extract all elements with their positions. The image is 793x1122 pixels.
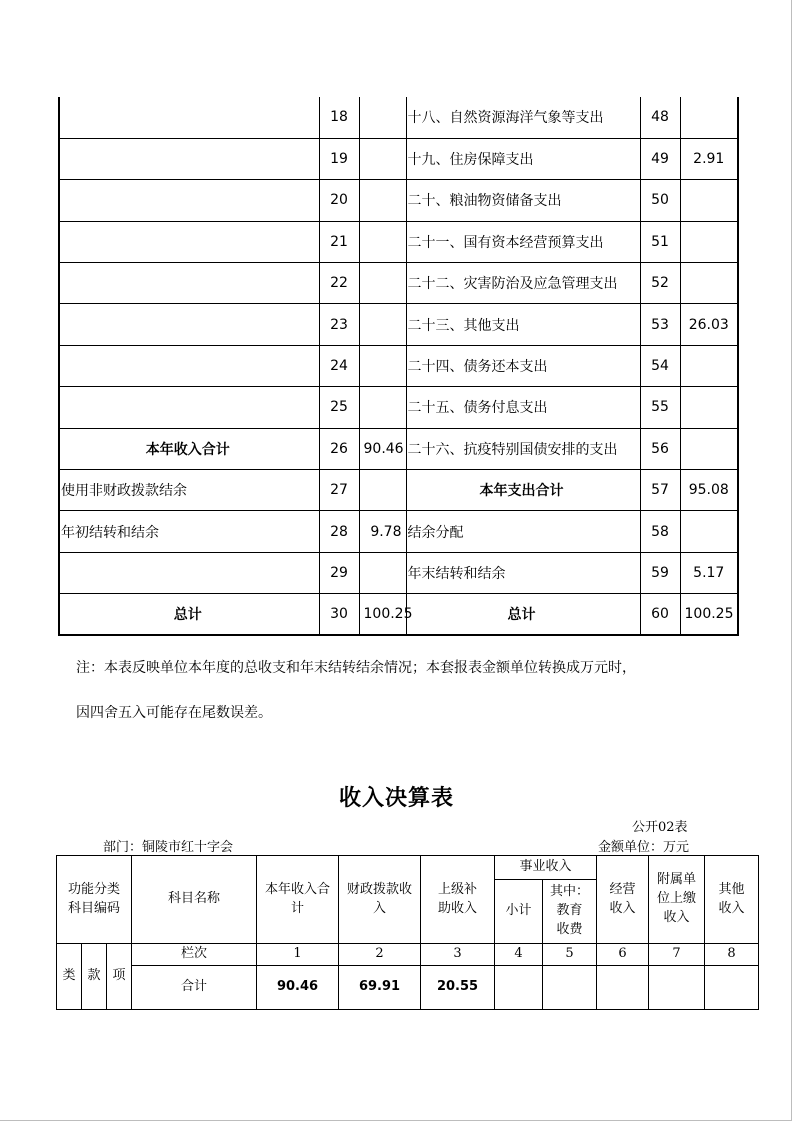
expense-line-number: 60 [640, 594, 680, 635]
expense-line-number: 50 [640, 180, 680, 221]
table-row [59, 594, 738, 635]
table-row [59, 221, 738, 262]
income-amount: 90.46 [359, 428, 406, 469]
header-business-income-text: 事业收入 [519, 859, 572, 875]
income-item: 年初结转和结余 [59, 511, 319, 552]
column-label-text: 栏次 [181, 946, 208, 962]
income-item: 总计 [59, 594, 319, 635]
subtotal-value [495, 966, 543, 1010]
expense-item: 二十四、债务还本支出 [406, 345, 640, 386]
income-item: 本年收入合计 [59, 428, 319, 469]
expense-line-number: 52 [640, 263, 680, 304]
header-kuan-text: 款 [87, 968, 101, 984]
table-row [59, 263, 738, 304]
table-note-line-1: 注：本表反映单位本年度的总收支和年末结转结余情况；本套报表金额单位转换成万元时， [76, 660, 636, 676]
income-line-number: 30 [319, 594, 359, 635]
income-line-number: 21 [319, 221, 359, 262]
header-superior [421, 856, 495, 944]
income-item [59, 221, 319, 262]
expense-line-number: 59 [640, 552, 680, 593]
expense-item: 二十一、国有资本经营预算支出 [406, 221, 640, 262]
table-row [59, 428, 738, 469]
income-amount [359, 304, 406, 345]
table-row [59, 180, 738, 221]
income-expense-summary-table [58, 97, 739, 636]
income-item [59, 138, 319, 179]
table-row [59, 552, 738, 593]
total-income-value: 90.46 [257, 966, 339, 1010]
expense-line-number: 56 [640, 428, 680, 469]
expense-amount [680, 263, 738, 304]
income-amount [359, 552, 406, 593]
income-statement-table [56, 855, 759, 1010]
income-amount: 100.25 [359, 594, 406, 635]
expense-item: 本年支出合计 [406, 470, 640, 511]
income-line-number: 19 [319, 138, 359, 179]
expense-item: 总计 [406, 594, 640, 635]
expense-amount [680, 180, 738, 221]
header-other-text: 其他 收入 [718, 881, 745, 916]
expense-item: 结余分配 [406, 511, 640, 552]
header-func-code [57, 856, 132, 944]
operating-value [597, 966, 649, 1010]
table-row [59, 511, 738, 552]
income-amount [359, 221, 406, 262]
expense-amount: 95.08 [680, 470, 738, 511]
expense-item: 二十二、灾害防治及应急管理支出 [406, 263, 640, 304]
income-amount [359, 387, 406, 428]
header-kuan [82, 944, 107, 1010]
income-item [59, 97, 319, 138]
column-number: 4 [495, 944, 543, 966]
expense-item: 二十三、其他支出 [406, 304, 640, 345]
header-education [543, 880, 597, 944]
income-item [59, 387, 319, 428]
income-item [59, 180, 319, 221]
expense-item: 二十六、抗疫特别国债安排的支出 [406, 428, 640, 469]
income-amount [359, 180, 406, 221]
income-line-number: 20 [319, 180, 359, 221]
column-number: 2 [339, 944, 421, 966]
expense-line-number: 49 [640, 138, 680, 179]
header-affiliated-text: 附属单 位上缴 收入 [657, 872, 697, 925]
expense-amount [680, 387, 738, 428]
header-education-text: 其中： 教育 收费 [550, 884, 590, 937]
income-line-number: 28 [319, 511, 359, 552]
header-other [705, 856, 759, 944]
other-value [705, 966, 759, 1010]
expense-item: 二十、粮油物资储备支出 [406, 180, 640, 221]
expense-item: 二十五、债务付息支出 [406, 387, 640, 428]
expense-line-number: 57 [640, 470, 680, 511]
header-business-income [495, 856, 597, 880]
total-row-label: 合计 [132, 966, 257, 1010]
expense-line-number: 53 [640, 304, 680, 345]
expense-line-number: 48 [640, 97, 680, 138]
expense-amount [680, 428, 738, 469]
table-row [59, 97, 738, 138]
expense-amount: 26.03 [680, 304, 738, 345]
expense-amount: 5.17 [680, 552, 738, 593]
expense-item: 年末结转和结余 [406, 552, 640, 593]
column-number: 7 [649, 944, 705, 966]
header-fiscal-text: 财政拨款收 入 [347, 881, 413, 916]
income-table-title: 收入决算表 [338, 786, 454, 811]
table-row [59, 387, 738, 428]
form-code: 公开02表 [632, 820, 688, 835]
expense-item: 十九、住房保障支出 [406, 138, 640, 179]
expense-amount [680, 345, 738, 386]
header-affiliated [649, 856, 705, 944]
header-lei-text: 类 [62, 968, 76, 984]
income-line-number: 24 [319, 345, 359, 386]
expense-line-number: 55 [640, 387, 680, 428]
table-row [59, 345, 738, 386]
department-label: 部门：铜陵市红十字会 [103, 840, 234, 855]
header-superior-text: 上级补 助收入 [438, 881, 478, 916]
expense-amount [680, 221, 738, 262]
fiscal-value: 69.91 [339, 966, 421, 1010]
income-line-number: 29 [319, 552, 359, 593]
income-amount: 9.78 [359, 511, 406, 552]
amount-unit-label: 金额单位：万元 [598, 840, 690, 855]
header-func-code-text: 功能分类 科目编码 [68, 881, 121, 916]
income-line-number: 18 [319, 97, 359, 138]
expense-line-number: 54 [640, 345, 680, 386]
education-value [543, 966, 597, 1010]
header-operating-text: 经营 收入 [609, 881, 636, 916]
expense-amount: 100.25 [680, 594, 738, 635]
table-row [59, 470, 738, 511]
expense-line-number: 58 [640, 511, 680, 552]
income-amount [359, 470, 406, 511]
income-line-number: 22 [319, 263, 359, 304]
column-number: 8 [705, 944, 759, 966]
income-line-number: 23 [319, 304, 359, 345]
table-row [59, 304, 738, 345]
expense-amount: 2.91 [680, 138, 738, 179]
header-subject-name-text: 科目名称 [168, 891, 221, 907]
header-total-income-text: 本年收入合 计 [265, 881, 331, 916]
expense-line-number: 51 [640, 221, 680, 262]
income-amount [359, 97, 406, 138]
header-subtotal-text: 小计 [505, 903, 532, 919]
column-number: 6 [597, 944, 649, 966]
header-subject-name [132, 856, 257, 944]
header-operating [597, 856, 649, 944]
column-number: 5 [543, 944, 597, 966]
header-lei [57, 944, 82, 1010]
income-amount [359, 138, 406, 179]
superior-value: 20.55 [421, 966, 495, 1010]
table-row [59, 138, 738, 179]
income-item [59, 263, 319, 304]
expense-amount [680, 511, 738, 552]
income-line-number: 25 [319, 387, 359, 428]
income-item [59, 345, 319, 386]
header-subtotal [495, 880, 543, 944]
header-fiscal [339, 856, 421, 944]
income-amount [359, 345, 406, 386]
table-note-line-2: 因四舍五入可能存在尾数误差。 [76, 705, 272, 721]
expense-amount [680, 97, 738, 138]
header-total-income [257, 856, 339, 944]
column-label [132, 944, 257, 966]
income-item [59, 304, 319, 345]
expense-item: 十八、自然资源海洋气象等支出 [406, 97, 640, 138]
column-number: 3 [421, 944, 495, 966]
income-line-number: 26 [319, 428, 359, 469]
income-item [59, 552, 319, 593]
affiliated-value [649, 966, 705, 1010]
header-xiang [107, 944, 132, 1010]
header-xiang-text: 项 [112, 968, 126, 984]
income-item: 使用非财政拨款结余 [59, 470, 319, 511]
column-number: 1 [257, 944, 339, 966]
income-line-number: 27 [319, 470, 359, 511]
income-amount [359, 263, 406, 304]
